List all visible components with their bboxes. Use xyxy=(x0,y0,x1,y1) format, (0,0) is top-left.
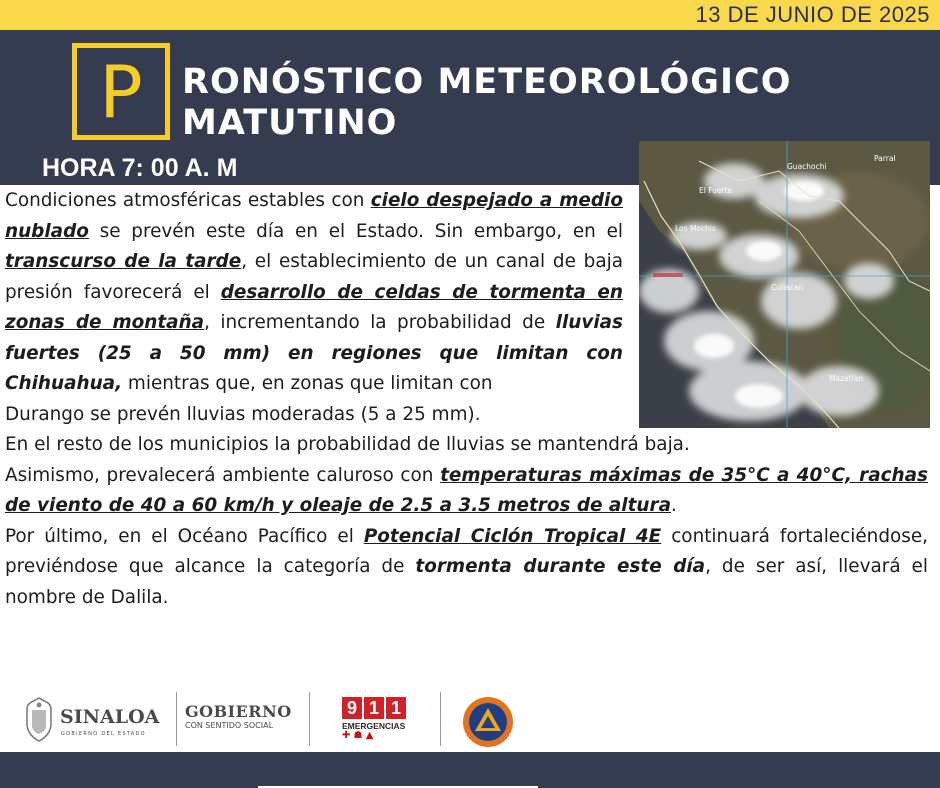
title-initial-box xyxy=(72,43,170,140)
forecast-paragraph-2: En el resto de los municipios la probabilidad de lluvias se mantendrá baja. xyxy=(5,434,690,455)
forecast-hour: HORA 7: 00 A. M xyxy=(42,154,238,182)
city-label-los-mochis: Los Mochis xyxy=(675,224,716,233)
text-segment: , el establecimiento de un canal de baja presión favorecerá el xyxy=(5,251,623,303)
text-segment: Asimismo, prevalecerá ambiente caluroso con xyxy=(5,464,441,486)
highlight-storm-cells: desarrollo de celdas de tormenta en zonas de montaña xyxy=(5,281,623,333)
emergencias-label: EMERGENCIAS xyxy=(342,721,406,731)
digit: 1 xyxy=(364,697,384,719)
date-bar xyxy=(0,0,940,30)
text-segment: Condiciones atmosféricas estables con xyxy=(5,190,371,211)
city-label-parral: Parral xyxy=(874,154,896,163)
title-line-1: RONÓSTICO METEOROLÓGICO xyxy=(182,62,792,102)
divider xyxy=(176,692,177,746)
forecast-body xyxy=(5,186,928,613)
page-title xyxy=(182,62,791,144)
gobierno-subtitle: CON SENTIDO SOCIAL xyxy=(185,721,274,730)
text-segment: mientras que, en zonas que limitan con xyxy=(122,373,493,394)
highlight-heavy-rain: lluvias fuertes (25 a 50 mm) en regiones que limitan con Chihuahua, xyxy=(5,312,623,394)
city-label-guachochi: Guachochi xyxy=(787,162,827,171)
title-line-2: MATUTINO xyxy=(182,103,398,143)
emergency-digits xyxy=(342,697,406,719)
city-label-culiacan: Culiacan xyxy=(771,283,804,292)
digit: 1 xyxy=(386,697,406,719)
divider xyxy=(440,692,441,746)
forecast-paragraph-1 xyxy=(5,186,623,400)
sinaloa-subtitle: GOBIERNO DEL ESTADO xyxy=(61,731,146,737)
highlight-afternoon: transcurso de la tarde xyxy=(5,251,242,272)
sinaloa-name: SINALOA xyxy=(60,706,160,728)
emergency-911-logo xyxy=(342,697,406,745)
title-initial: P xyxy=(99,50,143,134)
proteccion-civil-icon xyxy=(462,696,514,748)
text-segment: se prevén este día en el Estado. Sin embargo, en el xyxy=(88,220,623,242)
digit: 9 xyxy=(342,697,362,719)
sinaloa-crest-icon xyxy=(24,696,54,742)
text-segment: continuará fortaleciéndose, previéndose que alcance la categoría de xyxy=(5,525,928,577)
divider xyxy=(309,692,310,746)
highlight-temperatures: temperaturas máximas de 35°C a 40°C, rachas de viento de 40 a 60 km/h y oleaje de 2.5 a 3.5 metros de altura xyxy=(5,464,928,516)
city-label-mazatlan: Mazatlan xyxy=(829,374,863,383)
highlight-sky-condition: cielo despejado a medio nublado xyxy=(5,190,623,242)
text-segment: , de ser así, llevará el nombre de Dalila. xyxy=(5,556,928,608)
forecast-paragraph-4 xyxy=(5,522,928,614)
forecast-paragraph-3 xyxy=(5,461,928,522)
text-segment: Por último, en el Océano Pacífico el xyxy=(5,525,364,547)
text-segment: , incrementando la probabilidad de xyxy=(204,312,556,333)
sinaloa-logo xyxy=(24,694,172,744)
highlight-cyclone: Potencial Ciclón Tropical 4E xyxy=(363,525,662,547)
bottom-bar xyxy=(0,752,940,788)
date-text: 13 DE JUNIO DE 2025 xyxy=(695,2,930,27)
gobierno-title: GOBIERNO xyxy=(185,702,292,721)
text-segment: . xyxy=(670,495,677,516)
highlight-storm-today: tormenta durante este día xyxy=(415,556,706,577)
forecast-paragraph-1-tail: Durango se prevén lluvias moderadas (5 a 25 mm). xyxy=(5,403,481,425)
city-label-el-fuerte: El Fuerte xyxy=(699,186,733,195)
footer-logos xyxy=(0,684,940,754)
emergency-services-icon: ✚ ☗ ▲ xyxy=(342,730,374,741)
